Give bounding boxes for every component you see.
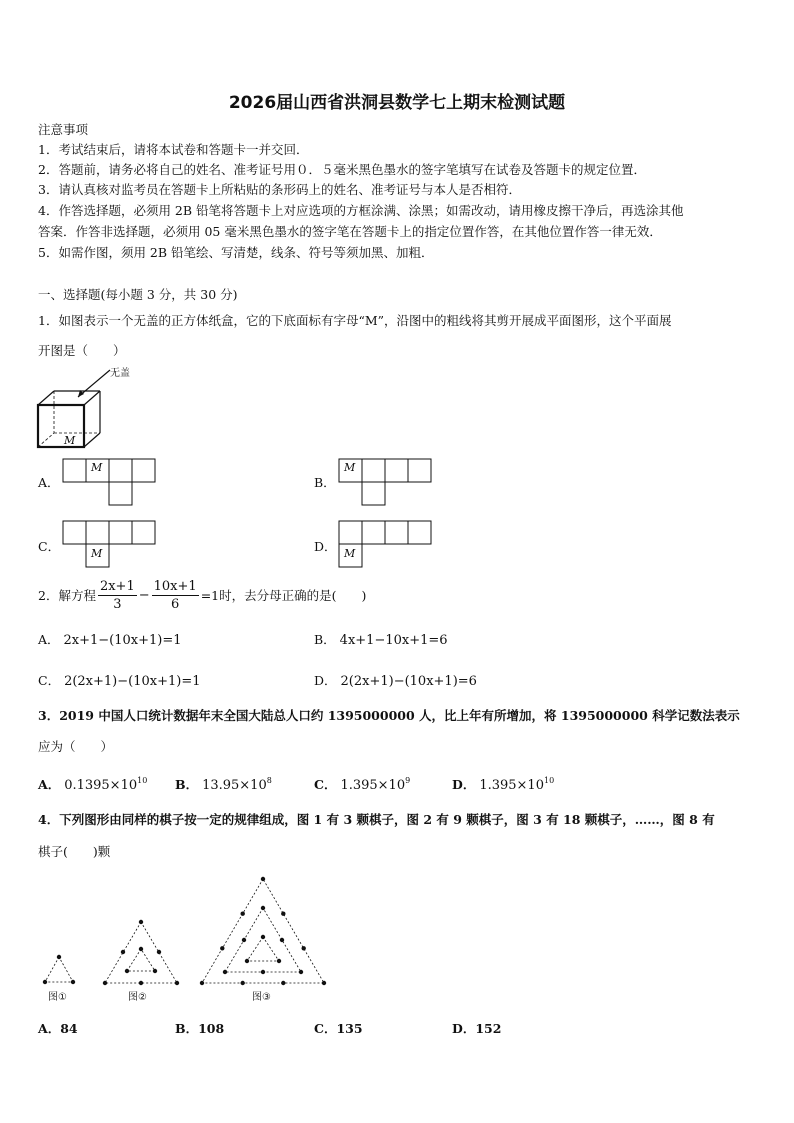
option-base: 1.395×10: [479, 778, 544, 793]
q4-option-b[interactable]: [175, 1019, 224, 1037]
option-text: 4x+1−10x+1=6: [339, 633, 448, 648]
notice-heading: 注意事项: [38, 122, 89, 137]
q1-figure-label: 无盖: [110, 368, 130, 379]
net-letter: M: [344, 547, 356, 560]
option-text: 2x+1−(10x+1)=1: [63, 633, 182, 648]
q4-figure-2: [98, 915, 182, 990]
option-text: 135: [336, 1021, 363, 1036]
cube-letter: M: [64, 434, 76, 447]
section-heading: 一、选择题(每小题 3 分，共 30 分): [38, 287, 238, 302]
q2-fraction-1: [98, 578, 137, 613]
notice-item: 答案．作答非选择题，必须用 05 毫米黑色墨水的签字笔在答题卡上的指定位置作答，在其他位置作答一律无效．: [38, 224, 662, 239]
option-exponent: 10: [543, 776, 555, 785]
option-label: A．: [38, 1021, 61, 1036]
q3-option-d[interactable]: [452, 775, 554, 793]
q1-option-d-label[interactable]: D．: [314, 539, 337, 554]
option-label: A．: [38, 777, 61, 792]
option-exponent: 10: [137, 776, 148, 785]
q4-stem-cont: 棋子( )颗: [38, 844, 111, 859]
q2-frac1-den: 3: [113, 597, 122, 612]
option-label: B．: [175, 1021, 199, 1036]
q2-option-d[interactable]: [314, 671, 477, 689]
q4-stem: 4．下列图形由同样的棋子按一定的规律组成，图 1 有 3 颗棋子，图 2 有 9 颗棋子，图 3 有 18 颗棋子，……，图 8 有: [38, 812, 715, 827]
option-label: B．: [175, 777, 199, 792]
q1-option-d-net[interactable]: [338, 520, 434, 568]
option-label: C．: [38, 673, 61, 688]
option-text: 2(2x+1)−(10x+1)=1: [64, 674, 201, 689]
option-label: D．: [314, 673, 337, 688]
option-text: 108: [198, 1021, 225, 1036]
option-exponent: 8: [266, 776, 272, 785]
q2-stem: [38, 578, 366, 613]
q1-stem-cont: 开图是（ ）: [38, 343, 126, 358]
notice-item: 3．请认真核对监考员在答题卡上所粘贴的条形码上的姓名、准考证号与本人是否相符．: [38, 182, 521, 197]
q3-option-c[interactable]: [314, 775, 410, 793]
q4-figure-3-label: 图③: [252, 992, 271, 1003]
q4-figure-3: [196, 873, 330, 990]
q3-option-a[interactable]: [38, 775, 147, 793]
q1-option-b-label[interactable]: B．: [314, 475, 336, 490]
option-label: C．: [314, 777, 337, 792]
notice-item: 4．作答选择题，必须用 2B 铅笔将答题卡上对应选项的方框涂满、涂黑；如需改动，请用橡皮擦干净后，再选涂其他: [38, 203, 684, 218]
q4-option-c[interactable]: [314, 1019, 363, 1037]
q4-figure-1: [36, 950, 82, 990]
option-label: D．: [452, 1021, 476, 1036]
option-text: 2(2x+1)−(10x+1)=6: [340, 674, 477, 689]
q4-option-d[interactable]: [452, 1019, 501, 1037]
q4-figure-1-label: 图①: [48, 992, 67, 1003]
option-base: 1.395×10: [340, 778, 406, 793]
q3-option-b[interactable]: [175, 775, 272, 793]
page-title: 2026届山西省洪洞县数学七上期末检测试题: [228, 93, 566, 113]
q2-frac1-num: 2x+1: [99, 579, 135, 594]
net-letter: M: [344, 461, 356, 474]
q1-stem: 1．如图表示一个无盖的正方体纸盒，它的下底面标有字母“M”，沿图中的粗线将其剪开展成平面图形，这个平面展: [38, 313, 672, 328]
q1-option-a-net[interactable]: [62, 458, 158, 506]
option-text: 84: [60, 1021, 78, 1036]
q2-prefix: 2．解方程: [38, 587, 96, 603]
q2-option-a[interactable]: [38, 630, 182, 648]
q2-tail: =1时，去分母正确的是( ): [200, 587, 367, 603]
option-label: D．: [452, 777, 476, 792]
net-letter: M: [91, 547, 103, 560]
option-exponent: 9: [405, 776, 411, 785]
q4-figure-2-label: 图②: [128, 992, 147, 1003]
q2-frac2-den: 6: [171, 597, 180, 612]
notice-item: 5．如需作图，须用 2B 铅笔绘、写清楚，线条、符号等须加黑、加粗．: [38, 245, 434, 260]
option-text: 152: [475, 1021, 502, 1036]
q3-stem: 3．2019 中国人口统计数据年末全国大陆总人口约 1395000000 人，比上年有所增加，将 1395000000 科学记数法表示: [38, 708, 740, 723]
q1-option-a-label[interactable]: A．: [38, 475, 60, 490]
q2-fraction-2: [152, 578, 199, 613]
option-base: 13.95×10: [202, 778, 267, 793]
q2-option-c[interactable]: [38, 671, 200, 689]
q2-option-b[interactable]: [314, 630, 448, 648]
q2-frac2-num: 10x+1: [153, 579, 197, 594]
q1-option-c-net[interactable]: [62, 520, 158, 568]
option-label: C．: [314, 1021, 337, 1036]
q4-option-a[interactable]: [38, 1019, 78, 1037]
option-base: 0.1395×10: [64, 778, 138, 793]
q2-minus: −: [138, 587, 150, 603]
option-label: B．: [314, 632, 336, 647]
q3-stem-cont: 应为（ ）: [38, 739, 114, 754]
option-label: A．: [38, 632, 60, 647]
net-letter: M: [91, 461, 103, 474]
notice-item: 2．答题前，请务必将自己的姓名、准考证号用０．５毫米黑色墨水的签字笔填写在试卷及答题卡的规定位置．: [38, 162, 646, 177]
notice-item: 1．考试结束后，请将本试卷和答题卡一并交回．: [38, 142, 309, 157]
q1-option-c-label[interactable]: C．: [38, 539, 61, 554]
